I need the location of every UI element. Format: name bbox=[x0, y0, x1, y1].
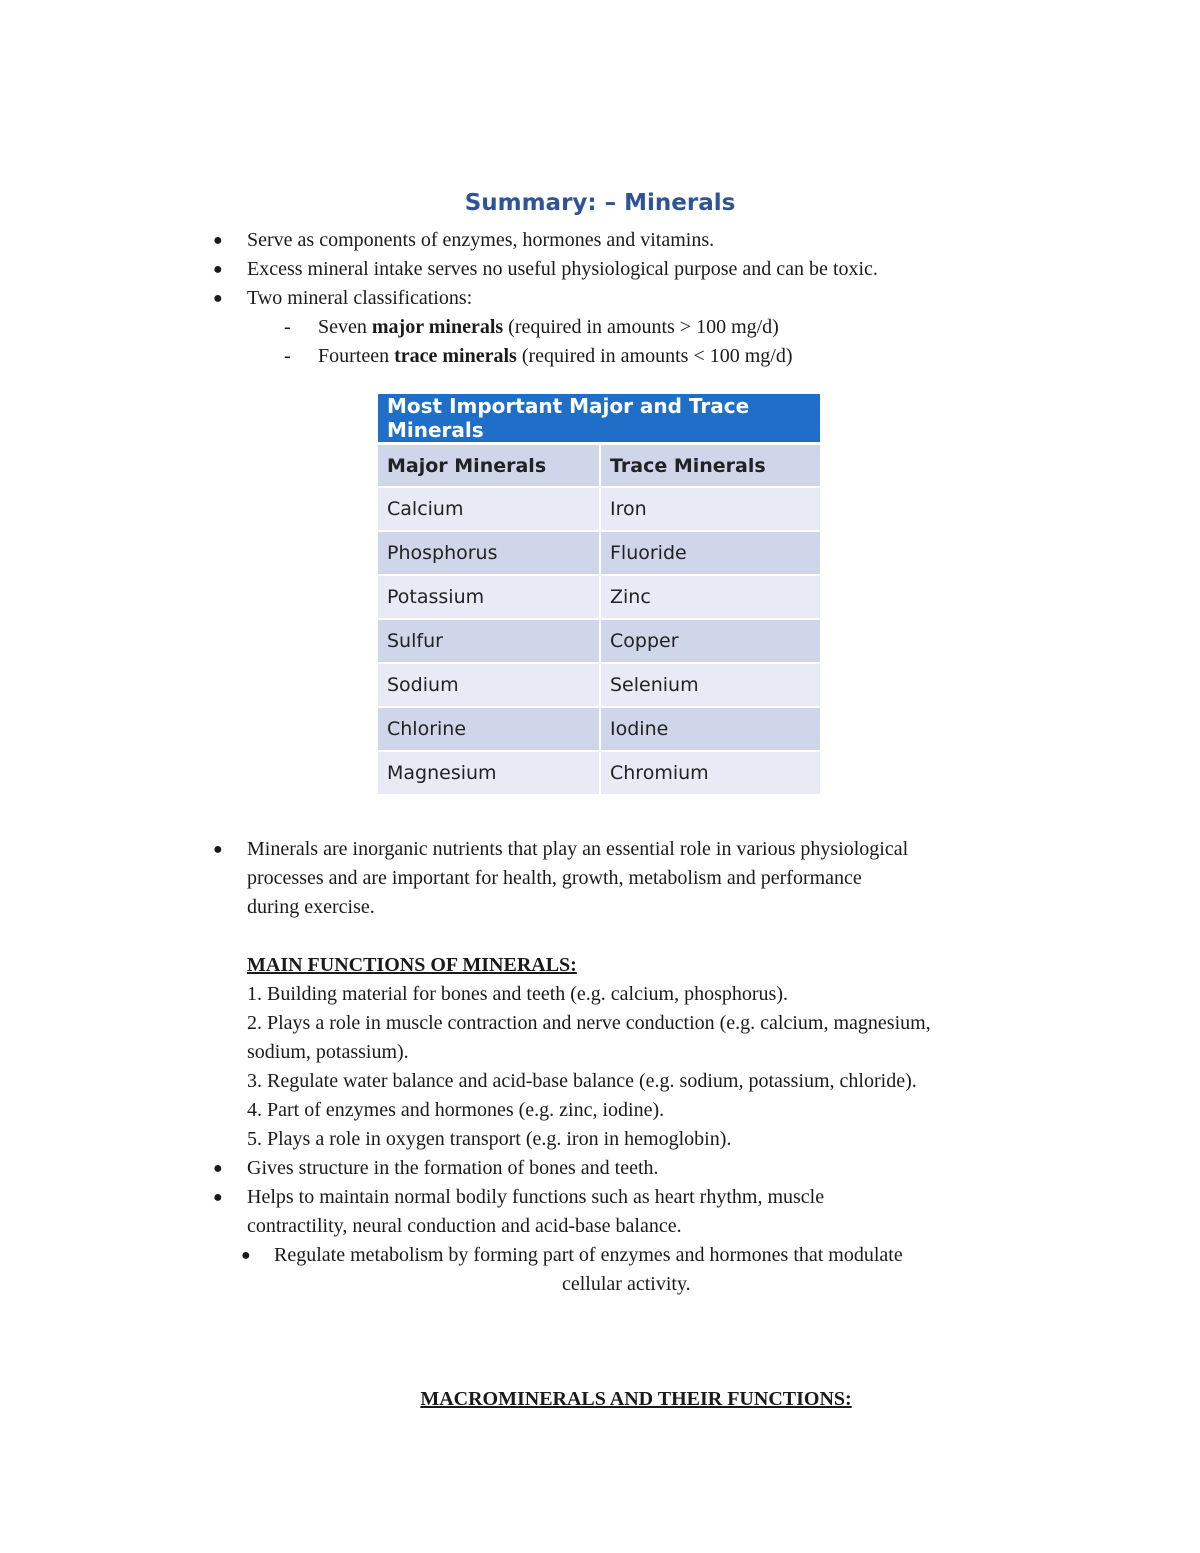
bullet-icon: ● bbox=[213, 841, 223, 858]
metabolism-line-2: cellular activity. bbox=[562, 1273, 691, 1295]
table-cell: Fluoride bbox=[600, 531, 821, 575]
table-cell: Copper bbox=[600, 619, 821, 663]
metabolism-line-1: Regulate metabolism by forming part of enzymes and hormones that modulate bbox=[274, 1244, 903, 1266]
function-item-5: 5. Plays a role in oxygen transport (e.g. iron in hemoglobin). bbox=[247, 1128, 732, 1150]
table-cell: Sulfur bbox=[377, 619, 600, 663]
table-row bbox=[377, 619, 821, 663]
table-cell: Chromium bbox=[600, 751, 821, 795]
function-item-2-cont: sodium, potassium). bbox=[247, 1041, 409, 1063]
classification-major-bold: major minerals bbox=[371, 316, 504, 338]
column-header-trace: Trace Minerals bbox=[600, 444, 821, 488]
table-row bbox=[377, 575, 821, 619]
page-title: Summary: – Minerals bbox=[464, 190, 736, 216]
bullet-icon: ● bbox=[241, 1247, 251, 1264]
classification-major-pre: Seven bbox=[318, 316, 372, 338]
function-item-3: 3. Regulate water balance and acid-base balance (e.g. sodium, potassium, chloride). bbox=[247, 1070, 917, 1092]
table-cell: Selenium bbox=[600, 663, 821, 707]
classification-trace-post: (required in amounts < 100 mg/d) bbox=[516, 345, 793, 367]
table-cell: Zinc bbox=[600, 575, 821, 619]
function-item-2: 2. Plays a role in muscle contraction and nerve conduction (e.g. calcium, magnesium, bbox=[247, 1012, 931, 1034]
intro-bullet-3: Two mineral classifications: bbox=[247, 287, 473, 309]
table-row bbox=[377, 751, 821, 795]
bullet-icon: ● bbox=[213, 232, 223, 249]
bodily-functions-line-1: Helps to maintain normal bodily functions such as heart rhythm, muscle bbox=[247, 1186, 825, 1208]
table-cell: Chlorine bbox=[377, 707, 600, 751]
table-cell: Sodium bbox=[377, 663, 600, 707]
function-item-1: 1. Building material for bones and teeth (e.g. calcium, phosphorus). bbox=[247, 983, 788, 1005]
table-row bbox=[377, 487, 821, 531]
bullet-icon: ● bbox=[213, 1160, 223, 1177]
table-cell: Magnesium bbox=[377, 751, 600, 795]
column-header-major: Major Minerals bbox=[377, 444, 600, 488]
classification-trace-bold: trace minerals bbox=[394, 345, 517, 367]
dash-icon: - bbox=[284, 316, 291, 338]
bullet-icon: ● bbox=[213, 1189, 223, 1206]
table-title: Most Important Major and Trace Minerals bbox=[377, 393, 821, 444]
table-row bbox=[377, 707, 821, 751]
intro-bullet-1: Serve as components of enzymes, hormones and vitamins. bbox=[247, 229, 715, 251]
classification-trace-pre: Fourteen bbox=[318, 345, 395, 367]
classification-major bbox=[318, 313, 779, 342]
table-row bbox=[377, 531, 821, 575]
bullet-icon: ● bbox=[213, 290, 223, 307]
table-row bbox=[377, 663, 821, 707]
table-cell: Iodine bbox=[600, 707, 821, 751]
bodily-functions-line-2: contractility, neural conduction and acid-base balance. bbox=[247, 1215, 682, 1237]
minerals-text-line-2: processes and are important for health, growth, metabolism and performance bbox=[247, 867, 862, 889]
minerals-text-line-3: during exercise. bbox=[247, 896, 375, 918]
minerals-table bbox=[376, 392, 822, 796]
main-functions-heading: MAIN FUNCTIONS OF MINERALS: bbox=[247, 954, 577, 976]
macrominerals-heading: MACROMINERALS AND THEIR FUNCTIONS: bbox=[420, 1388, 852, 1410]
classification-major-post: (required in amounts > 100 mg/d) bbox=[503, 316, 779, 338]
minerals-text-line-1: Minerals are inorganic nutrients that play an essential role in various physiological bbox=[247, 838, 909, 860]
table-cell: Phosphorus bbox=[377, 531, 600, 575]
intro-bullet-2: Excess mineral intake serves no useful physiological purpose and can be toxic. bbox=[247, 258, 878, 280]
table-title-row bbox=[377, 393, 821, 444]
structure-bullet: Gives structure in the formation of bones and teeth. bbox=[247, 1157, 659, 1179]
dash-icon: - bbox=[284, 345, 291, 367]
table-cell: Iron bbox=[600, 487, 821, 531]
function-item-4: 4. Part of enzymes and hormones (e.g. zinc, iodine). bbox=[247, 1099, 665, 1121]
table-cell: Potassium bbox=[377, 575, 600, 619]
bullet-icon: ● bbox=[213, 261, 223, 278]
table-cell: Calcium bbox=[377, 487, 600, 531]
table-header-row bbox=[377, 444, 821, 488]
classification-trace bbox=[318, 342, 793, 371]
